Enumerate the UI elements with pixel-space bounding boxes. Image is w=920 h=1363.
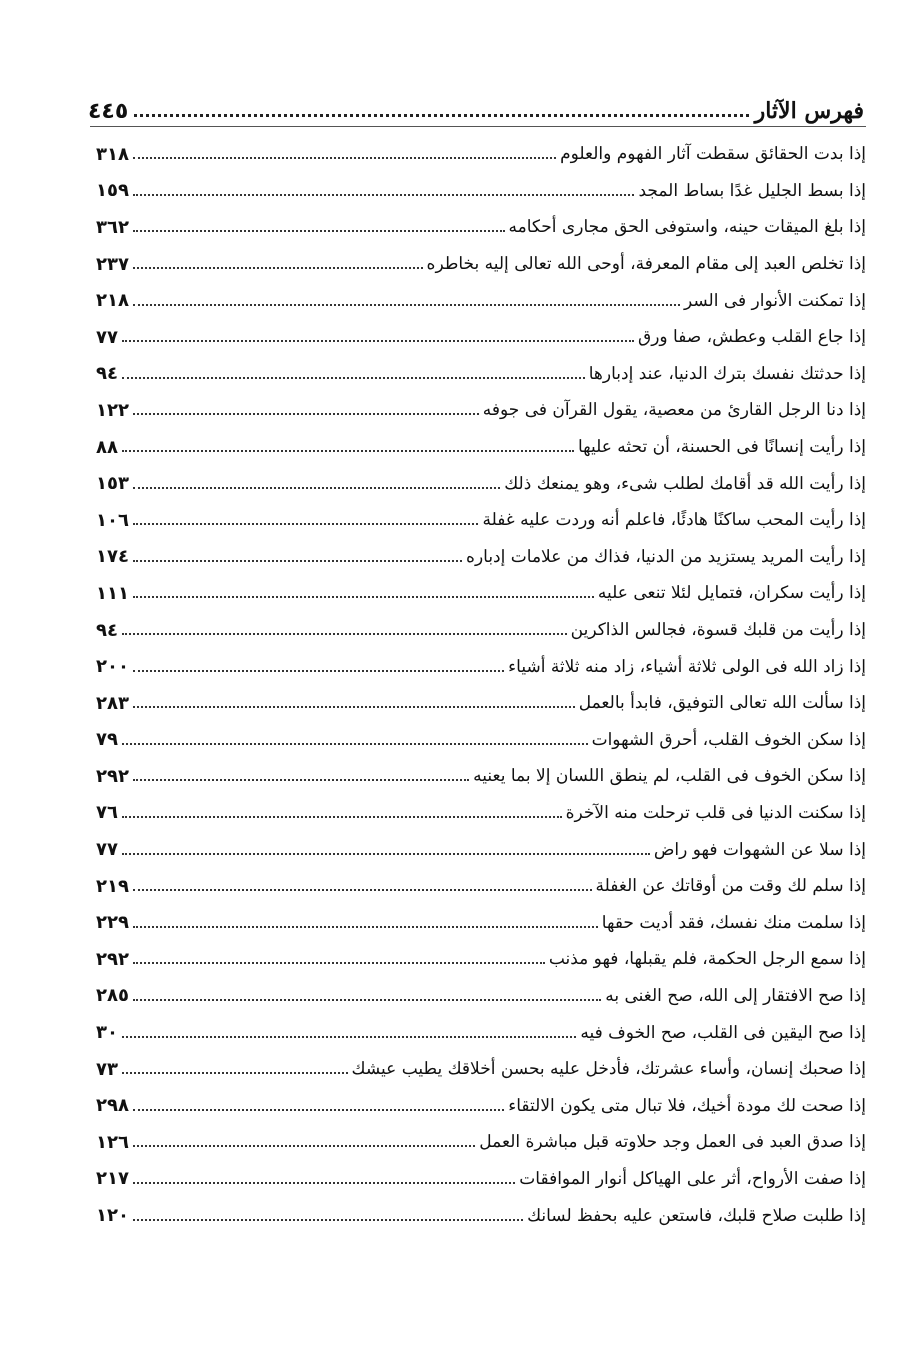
running-header (88, 80, 864, 124)
index-entry (96, 1197, 866, 1234)
entry-text: إذا بسط الجليل غدًا بساط المجد (638, 180, 866, 201)
dot-leader (133, 267, 423, 269)
dot-leader (133, 1109, 504, 1111)
entry-text: إذا صحبك إنسان، وأساء عشرتك، فأدخل عليه بحسن أخلاقك يطيب عيشك (351, 1059, 866, 1080)
index-entry (96, 941, 866, 978)
index-entry (96, 173, 866, 210)
index-entry (96, 502, 866, 539)
dot-leader (133, 779, 469, 781)
entry-page: ١٥٩ (96, 180, 129, 202)
entry-page: ٣١٨ (96, 143, 129, 165)
entry-page: ٧٧ (96, 839, 118, 861)
entry-text: إذا طلبت صلاح قلبك، فاستعن عليه بحفظ لسانك (527, 1205, 866, 1226)
dot-leader (122, 816, 562, 818)
entry-page: ٢٢٩ (96, 912, 129, 934)
dot-leader (122, 1072, 348, 1074)
entry-text: إذا دنا الرجل القارئ من معصية، يقول القرآن فى جوفه (482, 400, 866, 421)
entry-text: إذا سكنت الدنيا فى قلب ترحلت منه الآخرة (565, 802, 866, 823)
dot-leader (122, 340, 634, 342)
index-entry (96, 722, 866, 759)
index-entry (96, 978, 866, 1015)
entry-page: ٢٠٠ (96, 656, 129, 678)
index-entry (96, 1051, 866, 1088)
entry-text: إذا رأيت إنسانًا فى الحسنة، أن تحثه عليها (577, 437, 866, 458)
dot-leader (133, 487, 500, 489)
index-entry (96, 758, 866, 795)
dot-leader (133, 596, 594, 598)
entry-text: إذا رأيت من قلبك قسوة، فجالس الذاكرين (570, 620, 866, 641)
dot-leader (133, 157, 556, 159)
dot-leader (122, 853, 650, 855)
entry-page: ٢١٩ (96, 875, 129, 897)
dot-leader (122, 450, 574, 452)
index-entry (96, 429, 866, 466)
index-entry (96, 1124, 866, 1161)
dot-leader (122, 377, 585, 379)
dot-leader (134, 114, 748, 117)
entry-page: ٢٩٢ (96, 948, 129, 970)
dot-leader (133, 889, 592, 891)
dot-leader (133, 999, 601, 1001)
header-rule (90, 126, 866, 127)
dot-leader (122, 1036, 576, 1038)
index-entry (96, 209, 866, 246)
page-number: ٤٤٥ (88, 99, 129, 124)
index-entry (96, 539, 866, 576)
index-entry (96, 465, 866, 502)
index-entry (96, 246, 866, 283)
entry-text: إذا رأيت الله قد أقامك لطلب شىء، وهو يمنعك ذلك (504, 473, 866, 494)
entry-page: ٢٣٧ (96, 253, 129, 275)
index-entry (96, 831, 866, 868)
entry-page: ٩٤ (96, 363, 118, 385)
entry-page: ٨٨ (96, 436, 118, 458)
entry-text: إذا حدثتك نفسك بترك الدنيا، عند إدبارها (588, 363, 866, 384)
entry-page: ٧٦ (96, 802, 118, 824)
entry-text: إذا صدق العبد فى العمل وجد حلاوته قبل مباشرة العمل (479, 1132, 866, 1153)
dot-leader (133, 1182, 515, 1184)
dot-leader (133, 670, 504, 672)
index-entry (96, 1161, 866, 1198)
entry-page: ٢٩٢ (96, 765, 129, 787)
entry-page: ٣٦٢ (96, 216, 129, 238)
entry-text: إذا جاع القلب وعطش، صفا ورق (638, 327, 866, 348)
dot-leader (133, 560, 462, 562)
entry-page: ٢٩٨ (96, 1095, 129, 1117)
entry-page: ٧٩ (96, 729, 118, 751)
dot-leader (122, 743, 588, 745)
index-entry (96, 685, 866, 722)
entry-text: إذا سمع الرجل الحكمة، فلم يقبلها، فهو مذنب (548, 949, 866, 970)
index-entry (96, 575, 866, 612)
entry-text: إذا صح الافتقار إلى الله، صح الغنى به (605, 985, 866, 1006)
entry-text: إذا زاد الله فى الولى ثلاثة أشياء، زاد منه ثلاثة أشياء (508, 656, 866, 677)
entry-text: إذا صفت الأرواح، أثر على الهياكل أنوار الموافقات (519, 1168, 866, 1189)
entry-text: إذا صحت لك مودة أخيك، فلا تبال متى يكون الالتقاء (508, 1095, 866, 1116)
index-entry (96, 356, 866, 393)
entry-page: ١٢٠ (96, 1205, 129, 1227)
index-entry (96, 612, 866, 649)
section-title: فهرس الآثار (754, 98, 864, 124)
index-list (96, 136, 866, 1234)
entry-text: إذا سكن الخوف القلب، أحرق الشهوات (591, 729, 866, 750)
dot-leader (133, 962, 545, 964)
entry-text: إذا سألت الله تعالى التوفيق، فابدأ بالعمل (578, 693, 866, 714)
index-entry (96, 868, 866, 905)
entry-page: ٢١٧ (96, 1168, 129, 1190)
dot-leader (133, 1219, 523, 1221)
entry-page: ٢١٨ (96, 290, 129, 312)
index-entry (96, 1087, 866, 1124)
entry-text: إذا رأيت سكران، فتمايل لئلا تنعى عليه (597, 583, 866, 604)
entry-text: إذا بلغ الميقات حينه، واستوفى الحق مجارى أحكامه (508, 217, 866, 238)
entry-text: إذا سلمت منك نفسك، فقد أديت حقها (601, 912, 866, 933)
entry-page: ٧٣ (96, 1058, 118, 1080)
dot-leader (133, 230, 505, 232)
dot-leader (133, 413, 479, 415)
index-entry (96, 282, 866, 319)
entry-page: ٣٠ (96, 1022, 118, 1044)
entry-page: ١٧٤ (96, 546, 129, 568)
entry-text: إذا صح اليقين فى القلب، صح الخوف فيه (580, 1022, 866, 1043)
index-entry (96, 1014, 866, 1051)
entry-page: ١٥٣ (96, 473, 129, 495)
entry-page: ٧٧ (96, 326, 118, 348)
dot-leader (133, 194, 634, 196)
dot-leader (133, 1145, 475, 1147)
entry-text: إذا سلم لك وقت من أوقاتك عن الغفلة (595, 876, 866, 897)
entry-text: إذا تمكنت الأنوار فى السر (683, 290, 866, 311)
index-entry (96, 319, 866, 356)
index-entry (96, 136, 866, 173)
entry-text: إذا سكن الخوف فى القلب، لم ينطق اللسان إلا بما يعنيه (473, 766, 866, 787)
index-entry (96, 795, 866, 832)
index-entry (96, 392, 866, 429)
entry-page: ٢٨٣ (96, 692, 129, 714)
entry-text: إذا سلا عن الشهوات فهو راض (653, 839, 866, 860)
entry-text: إذا رأيت المريد يستزيد من الدنيا، فذاك من علامات إدباره (466, 546, 866, 567)
entry-text: إذا رأيت المحب ساكنًا هادئًا، فاعلم أنه وردت عليه غفلة (482, 510, 866, 531)
entry-page: ١١١ (96, 582, 129, 604)
entry-text: إذا تخلص العبد إلى مقام المعرفة، أوحى الله تعالى إليه بخاطره (426, 254, 866, 275)
entry-page: ٩٤ (96, 619, 118, 641)
entry-page: ١٠٦ (96, 509, 129, 531)
dot-leader (133, 926, 598, 928)
entry-text: إذا بدت الحقائق سقطت آثار الفهوم والعلوم (560, 144, 866, 165)
dot-leader (133, 523, 478, 525)
index-entry (96, 904, 866, 941)
dot-leader (133, 706, 575, 708)
entry-page: ١٢٦ (96, 1131, 129, 1153)
entry-page: ٢٨٥ (96, 985, 129, 1007)
dot-leader (133, 304, 680, 306)
dot-leader (122, 633, 567, 635)
entry-page: ١٢٢ (96, 399, 129, 421)
index-entry (96, 648, 866, 685)
